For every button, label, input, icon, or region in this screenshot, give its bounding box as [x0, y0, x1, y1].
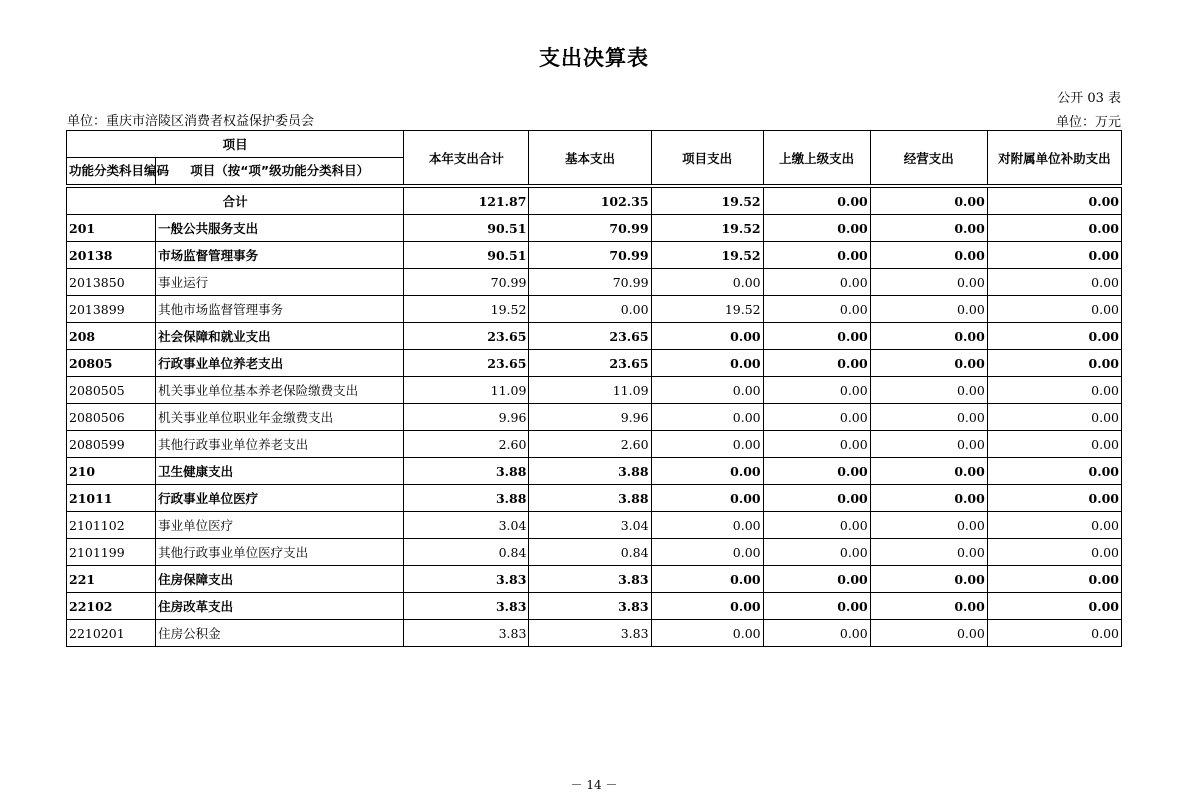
header-total: 本年支出合计 [404, 131, 529, 185]
row-code: 20138 [67, 242, 156, 269]
table-row [67, 296, 1122, 323]
row-value: 0.00 [870, 431, 987, 458]
row-name: 事业运行 [156, 269, 404, 296]
row-value: 2.60 [404, 431, 529, 458]
row-value: 11.09 [404, 377, 529, 404]
header-business: 经营支出 [870, 131, 987, 185]
table-row [67, 512, 1122, 539]
row-name: 市场监督管理事务 [156, 242, 404, 269]
header-upper: 上缴上级支出 [763, 131, 870, 185]
row-value: 0.00 [763, 242, 870, 269]
row-code: 2101102 [67, 512, 156, 539]
row-code: 201 [67, 215, 156, 242]
row-value: 0.00 [763, 485, 870, 512]
row-value: 0.00 [651, 269, 763, 296]
row-value: 0.00 [651, 458, 763, 485]
row-value: 0.00 [651, 593, 763, 620]
total-value: 102.35 [529, 188, 651, 215]
row-value: 0.00 [987, 242, 1121, 269]
row-code: 20805 [67, 350, 156, 377]
header-item: 项目 [67, 131, 404, 158]
row-value: 0.00 [987, 620, 1121, 647]
row-name: 住房公积金 [156, 620, 404, 647]
row-value: 0.00 [870, 539, 987, 566]
row-value: 0.00 [763, 296, 870, 323]
row-name: 行政事业单位医疗 [156, 485, 404, 512]
row-value: 3.04 [529, 512, 651, 539]
row-value: 3.83 [529, 620, 651, 647]
total-row [67, 188, 1122, 215]
row-value: 23.65 [404, 323, 529, 350]
row-value: 0.00 [651, 485, 763, 512]
row-value: 70.99 [529, 215, 651, 242]
row-value: 0.00 [987, 458, 1121, 485]
row-name: 事业单位医疗 [156, 512, 404, 539]
row-name: 住房改革支出 [156, 593, 404, 620]
row-value: 0.00 [987, 377, 1121, 404]
row-value: 0.00 [870, 350, 987, 377]
row-name: 机关事业单位职业年金缴费支出 [156, 404, 404, 431]
row-value: 0.00 [651, 620, 763, 647]
table-row [67, 620, 1122, 647]
header-basic: 基本支出 [529, 131, 651, 185]
form-number: 公开 03 表 [1057, 91, 1121, 106]
row-name: 卫生健康支出 [156, 458, 404, 485]
currency-unit: 单位：万元 [1055, 115, 1121, 130]
row-value: 0.84 [529, 539, 651, 566]
row-name: 行政事业单位养老支出 [156, 350, 404, 377]
row-value: 0.00 [763, 566, 870, 593]
table-row [67, 431, 1122, 458]
total-value: 0.00 [870, 188, 987, 215]
row-code: 22102 [67, 593, 156, 620]
row-value: 3.88 [529, 458, 651, 485]
row-value: 0.00 [987, 512, 1121, 539]
row-value: 0.00 [870, 566, 987, 593]
reporting-unit: 单位：重庆市涪陵区消费者权益保护委员会 [67, 114, 315, 129]
row-code: 2080505 [67, 377, 156, 404]
row-code: 2080599 [67, 431, 156, 458]
row-value: 19.52 [651, 215, 763, 242]
row-code: 2013899 [67, 296, 156, 323]
header-project: 项目支出 [651, 131, 763, 185]
row-value: 0.00 [987, 215, 1121, 242]
row-value: 0.00 [763, 269, 870, 296]
row-value: 0.00 [987, 593, 1121, 620]
total-value: 0.00 [987, 188, 1121, 215]
row-value: 0.00 [987, 539, 1121, 566]
row-name: 其他行政事业单位医疗支出 [156, 539, 404, 566]
table-row [67, 350, 1122, 377]
total-value: 0.00 [763, 188, 870, 215]
row-value: 0.00 [987, 485, 1121, 512]
row-value: 70.99 [404, 269, 529, 296]
header-name: 项目（按“项”级功能分类科目） [156, 158, 404, 185]
row-value: 3.88 [404, 458, 529, 485]
row-value: 9.96 [404, 404, 529, 431]
row-value: 0.84 [404, 539, 529, 566]
row-name: 社会保障和就业支出 [156, 323, 404, 350]
row-value: 0.00 [651, 431, 763, 458]
row-value: 0.00 [763, 323, 870, 350]
row-value: 0.00 [651, 377, 763, 404]
row-value: 0.00 [870, 485, 987, 512]
row-value: 0.00 [870, 269, 987, 296]
row-value: 0.00 [651, 323, 763, 350]
row-value: 0.00 [870, 242, 987, 269]
row-value: 9.96 [529, 404, 651, 431]
row-value: 2.60 [529, 431, 651, 458]
row-value: 0.00 [987, 350, 1121, 377]
total-label: 合计 [67, 188, 404, 215]
row-value: 0.00 [763, 431, 870, 458]
table-row [67, 269, 1122, 296]
row-value: 19.52 [404, 296, 529, 323]
table-row [67, 404, 1122, 431]
row-value: 3.83 [529, 593, 651, 620]
row-code: 2013850 [67, 269, 156, 296]
row-value: 0.00 [763, 215, 870, 242]
header-code: 功能分类科目编码 [67, 158, 156, 185]
row-code: 21011 [67, 485, 156, 512]
row-value: 0.00 [987, 566, 1121, 593]
table-row [67, 593, 1122, 620]
table-row [67, 485, 1122, 512]
row-code: 221 [67, 566, 156, 593]
row-value: 90.51 [404, 242, 529, 269]
row-value: 0.00 [870, 593, 987, 620]
table-row [67, 566, 1122, 593]
total-value: 121.87 [404, 188, 529, 215]
row-value: 90.51 [404, 215, 529, 242]
row-code: 2080506 [67, 404, 156, 431]
page-title: 支出决算表 [539, 46, 649, 70]
table-row [67, 377, 1122, 404]
row-value: 0.00 [651, 566, 763, 593]
row-value: 23.65 [404, 350, 529, 377]
row-value: 0.00 [763, 512, 870, 539]
row-name: 其他行政事业单位养老支出 [156, 431, 404, 458]
page-number: － 14 － [570, 778, 618, 792]
row-name: 一般公共服务支出 [156, 215, 404, 242]
row-value: 0.00 [763, 458, 870, 485]
row-value: 11.09 [529, 377, 651, 404]
row-value: 0.00 [987, 404, 1121, 431]
row-value: 0.00 [763, 404, 870, 431]
row-value: 0.00 [651, 404, 763, 431]
row-value: 3.83 [404, 566, 529, 593]
table-row [67, 215, 1122, 242]
row-code: 2101199 [67, 539, 156, 566]
expenditure-table [66, 130, 1122, 647]
row-code: 210 [67, 458, 156, 485]
row-value: 3.83 [529, 566, 651, 593]
row-value: 19.52 [651, 296, 763, 323]
row-value: 23.65 [529, 350, 651, 377]
total-value: 19.52 [651, 188, 763, 215]
table-row [67, 323, 1122, 350]
row-value: 0.00 [870, 296, 987, 323]
table-row [67, 242, 1122, 269]
row-value: 3.04 [404, 512, 529, 539]
row-value: 0.00 [651, 512, 763, 539]
row-value: 3.83 [404, 620, 529, 647]
header-subsidy: 对附属单位补助支出 [987, 131, 1121, 185]
row-value: 0.00 [651, 539, 763, 566]
row-value: 0.00 [870, 215, 987, 242]
row-value: 0.00 [870, 377, 987, 404]
row-value: 0.00 [870, 458, 987, 485]
row-value: 0.00 [870, 620, 987, 647]
row-value: 0.00 [870, 323, 987, 350]
row-value: 0.00 [529, 296, 651, 323]
table-row [67, 458, 1122, 485]
row-value: 0.00 [763, 593, 870, 620]
row-value: 0.00 [763, 377, 870, 404]
row-value: 3.83 [404, 593, 529, 620]
row-value: 0.00 [763, 620, 870, 647]
row-value: 0.00 [987, 431, 1121, 458]
table-row [67, 539, 1122, 566]
row-value: 0.00 [987, 323, 1121, 350]
row-code: 208 [67, 323, 156, 350]
row-code: 2210201 [67, 620, 156, 647]
row-value: 0.00 [651, 350, 763, 377]
row-value: 23.65 [529, 323, 651, 350]
row-value: 0.00 [987, 269, 1121, 296]
row-name: 机关事业单位基本养老保险缴费支出 [156, 377, 404, 404]
row-name: 其他市场监督管理事务 [156, 296, 404, 323]
row-value: 0.00 [763, 539, 870, 566]
row-value: 0.00 [870, 512, 987, 539]
row-name: 住房保障支出 [156, 566, 404, 593]
row-value: 3.88 [529, 485, 651, 512]
row-value: 0.00 [987, 296, 1121, 323]
row-value: 70.99 [529, 242, 651, 269]
row-value: 0.00 [870, 404, 987, 431]
row-value: 19.52 [651, 242, 763, 269]
row-value: 0.00 [763, 350, 870, 377]
row-value: 70.99 [529, 269, 651, 296]
row-value: 3.88 [404, 485, 529, 512]
